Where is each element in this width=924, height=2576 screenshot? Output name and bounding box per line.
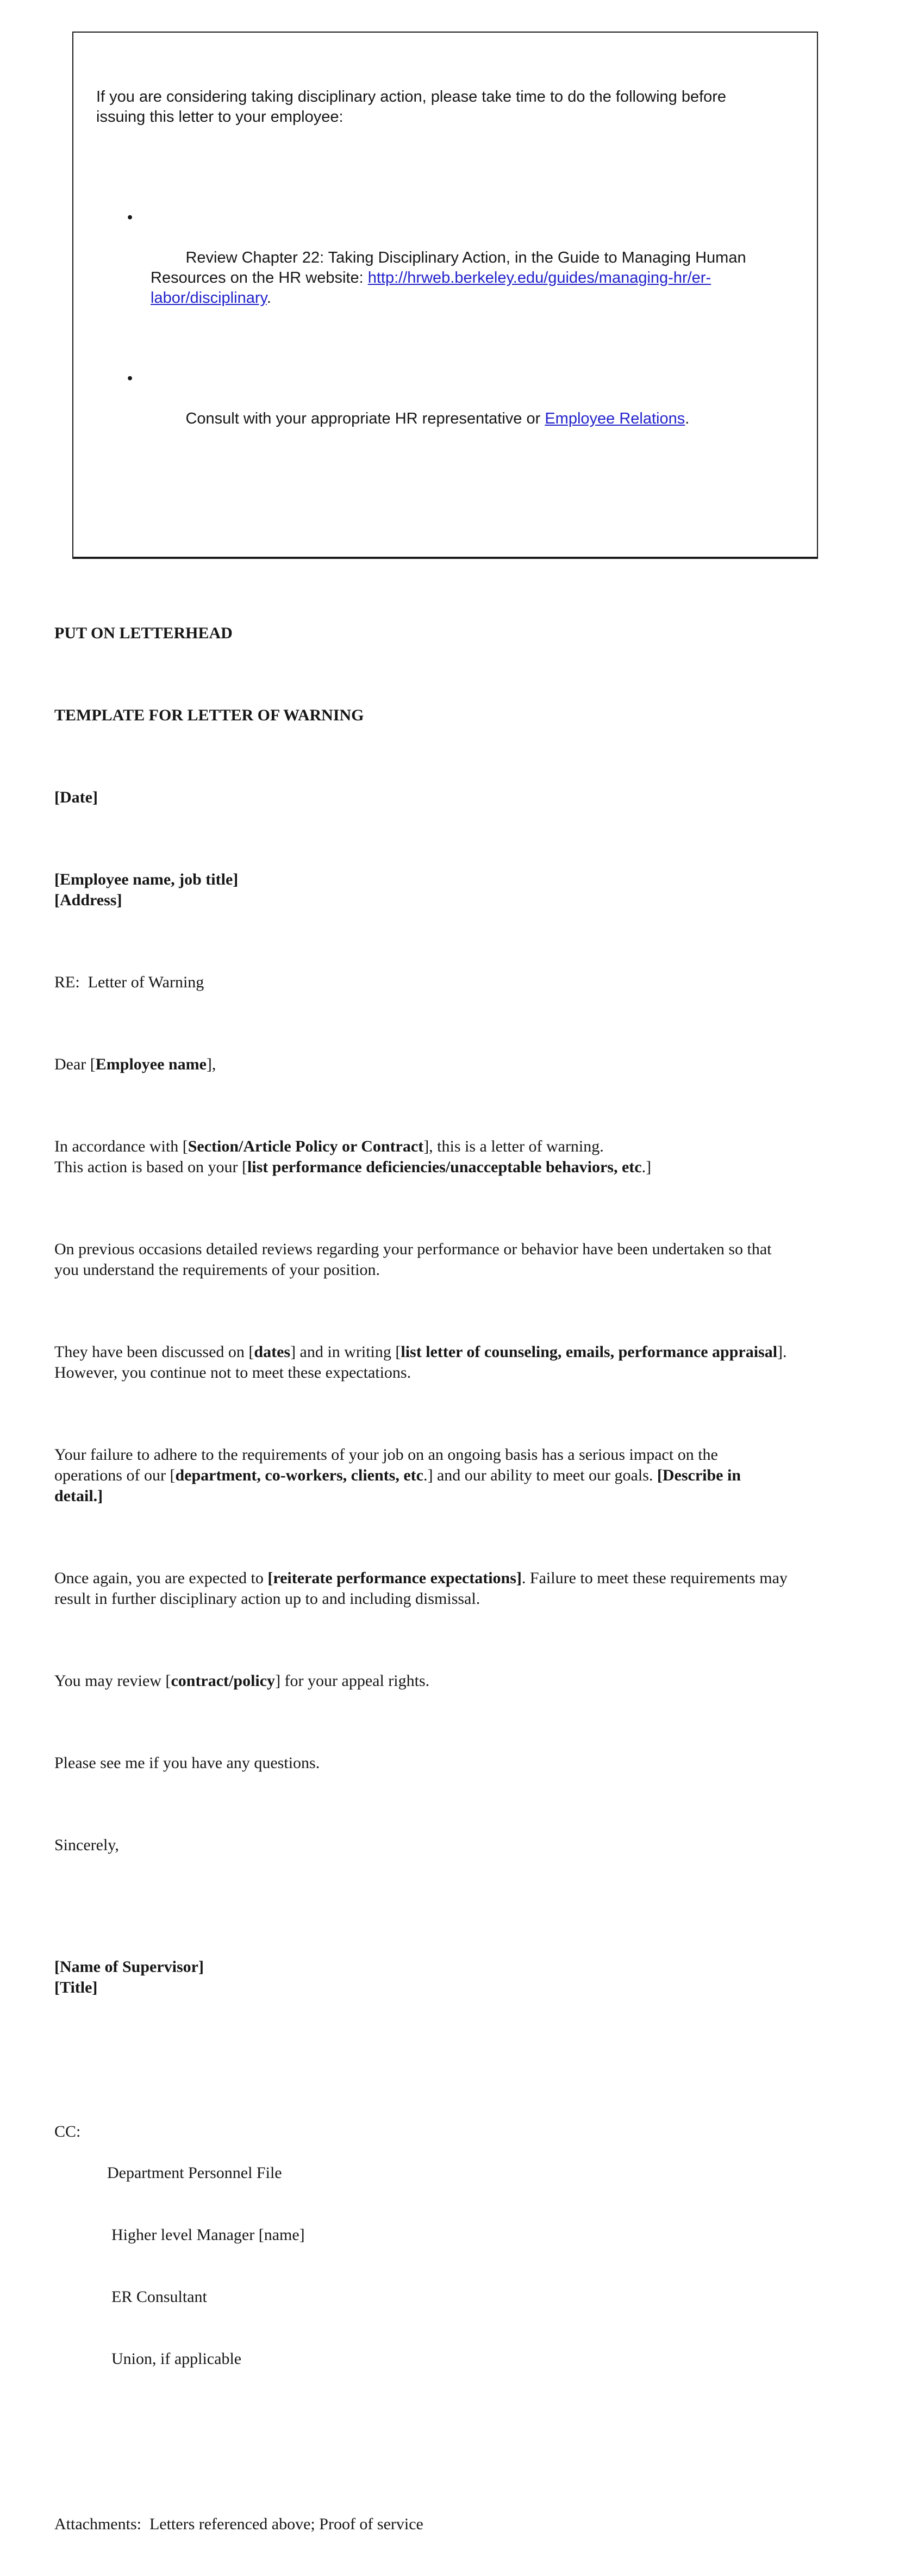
text-run: ] and in writing [ — [290, 1343, 401, 1361]
text-run: TEMPLATE FOR LETTER OF WARNING — [54, 706, 364, 724]
text-run: contract/policy — [171, 1672, 276, 1690]
text-run: [Employee name, job title] — [54, 870, 239, 888]
text-run: [Title] — [54, 1978, 98, 1996]
date-placeholder — [54, 787, 902, 808]
employee-relations-link[interactable]: Employee Relations — [545, 410, 685, 427]
text-run: .] — [641, 1158, 652, 1176]
addressee-block — [54, 869, 902, 911]
para-prior-reviews — [54, 1239, 902, 1280]
document-page — [0, 32, 924, 2533]
text-run: . Failure to meet these requirements may — [521, 1569, 788, 1587]
template-title — [54, 705, 902, 726]
text-run: Once again, you are expected to — [54, 1569, 268, 1587]
cc-item: Higher level Manager [name] — [111, 2226, 305, 2244]
letter-body — [54, 582, 902, 2576]
hr-website-link[interactable]: labor/disciplinary — [151, 289, 267, 307]
bullet-list — [96, 167, 801, 489]
text-run: detail.] — [54, 1487, 103, 1505]
text-run: On previous occasions detailed reviews regarding your performance or behavior have been undertaken so that — [54, 1240, 772, 1258]
salutation — [54, 1054, 902, 1075]
bullet-item — [96, 369, 801, 449]
bullet-icon: • — [127, 209, 133, 226]
attachments-line — [54, 2514, 902, 2535]
para-questions — [54, 1753, 902, 1774]
cc-item: ER Consultant — [111, 2288, 207, 2306]
text-run: Attachments: Letters referenced above; Proof of service — [54, 2515, 423, 2533]
text-run: You may review [ — [54, 1672, 171, 1690]
text-run: result in further disciplinary action up to and including dismissal. — [54, 1590, 480, 1608]
text-run: Sincerely, — [54, 1836, 119, 1854]
notice-intro — [96, 87, 801, 127]
signature-block — [54, 1957, 902, 1998]
hr-website-link[interactable]: http://hrweb.berkeley.edu/guides/managing-hr/er- — [367, 269, 711, 287]
text-run: PUT ON LETTERHEAD — [54, 624, 233, 642]
para-discussed — [54, 1342, 902, 1383]
text-run: Review Chapter 22: Taking Disciplinary Action, in the Guide to Managing Human — [185, 249, 746, 266]
bullet-text — [185, 410, 689, 427]
text-run: ], — [206, 1055, 216, 1073]
text-run: [Address] — [54, 891, 122, 909]
text-run: issuing this letter to your employee: — [96, 108, 344, 126]
text-run: This action is based on your [ — [54, 1158, 247, 1176]
text-run: list performance deficiencies/unacceptable behaviors, etc — [247, 1158, 642, 1176]
text-run: However, you continue not to meet these expectations. — [54, 1364, 411, 1382]
text-run: RE: Letter of Warning — [54, 973, 204, 991]
bullet-text — [151, 249, 746, 307]
cc-item: Department Personnel File — [107, 2164, 282, 2182]
text-run: ] for your appeal rights. — [275, 1672, 430, 1690]
text-run: [reiterate performance expectations] — [267, 1569, 522, 1587]
bullet-icon: • — [127, 370, 133, 387]
text-run: Your failure to adhere to the requirements of your job on an ongoing basis has a serious impact on the — [54, 1446, 718, 1464]
text-run: department, co-workers, clients, etc — [175, 1466, 423, 1484]
closing — [54, 1835, 902, 1856]
text-run: you understand the requirements of your position. — [54, 1261, 380, 1279]
para-impact — [54, 1445, 902, 1507]
text-run: dates — [254, 1343, 291, 1361]
text-run: . — [266, 289, 271, 307]
text-run: .] and our ability to meet our goals. — [423, 1466, 657, 1484]
text-run: operations of our [ — [54, 1466, 176, 1484]
cc-item: Union, if applicable — [111, 2350, 242, 2368]
letterhead-instruction — [54, 623, 902, 644]
para-accordance — [54, 1136, 902, 1178]
text-run: ], this is a letter of warning. — [423, 1137, 604, 1155]
text-run: . — [685, 410, 690, 427]
re-line — [54, 972, 902, 993]
text-run: list letter of counseling, emails, performance appraisal — [401, 1343, 778, 1361]
cc-block — [54, 2080, 902, 2452]
text-run: Resources on the HR website: — [151, 269, 368, 287]
text-run: [Date] — [54, 788, 98, 806]
text-run: Please see me if you have any questions. — [54, 1754, 320, 1772]
text-run: Section/Article Policy or Contract — [188, 1137, 424, 1155]
cc-label: CC: — [54, 2123, 81, 2141]
para-expectations — [54, 1568, 902, 1609]
text-run: They have been discussed on [ — [54, 1343, 254, 1361]
text-run: In accordance with [ — [54, 1137, 188, 1155]
text-run: [Name of Supervisor] — [54, 1958, 204, 1976]
text-run: ]. — [777, 1343, 787, 1361]
bullet-item — [96, 208, 801, 328]
para-appeal-rights — [54, 1671, 902, 1691]
text-run: [Describe in — [657, 1466, 741, 1484]
text-run: Employee name — [95, 1055, 207, 1073]
cc-items — [107, 2121, 902, 2411]
text-run: If you are considering taking disciplinary action, please take time to do the following before — [96, 88, 727, 105]
notice-box — [72, 32, 818, 559]
text-run: Dear [ — [54, 1055, 96, 1073]
text-run: Consult with your appropriate HR representative or — [185, 410, 545, 427]
